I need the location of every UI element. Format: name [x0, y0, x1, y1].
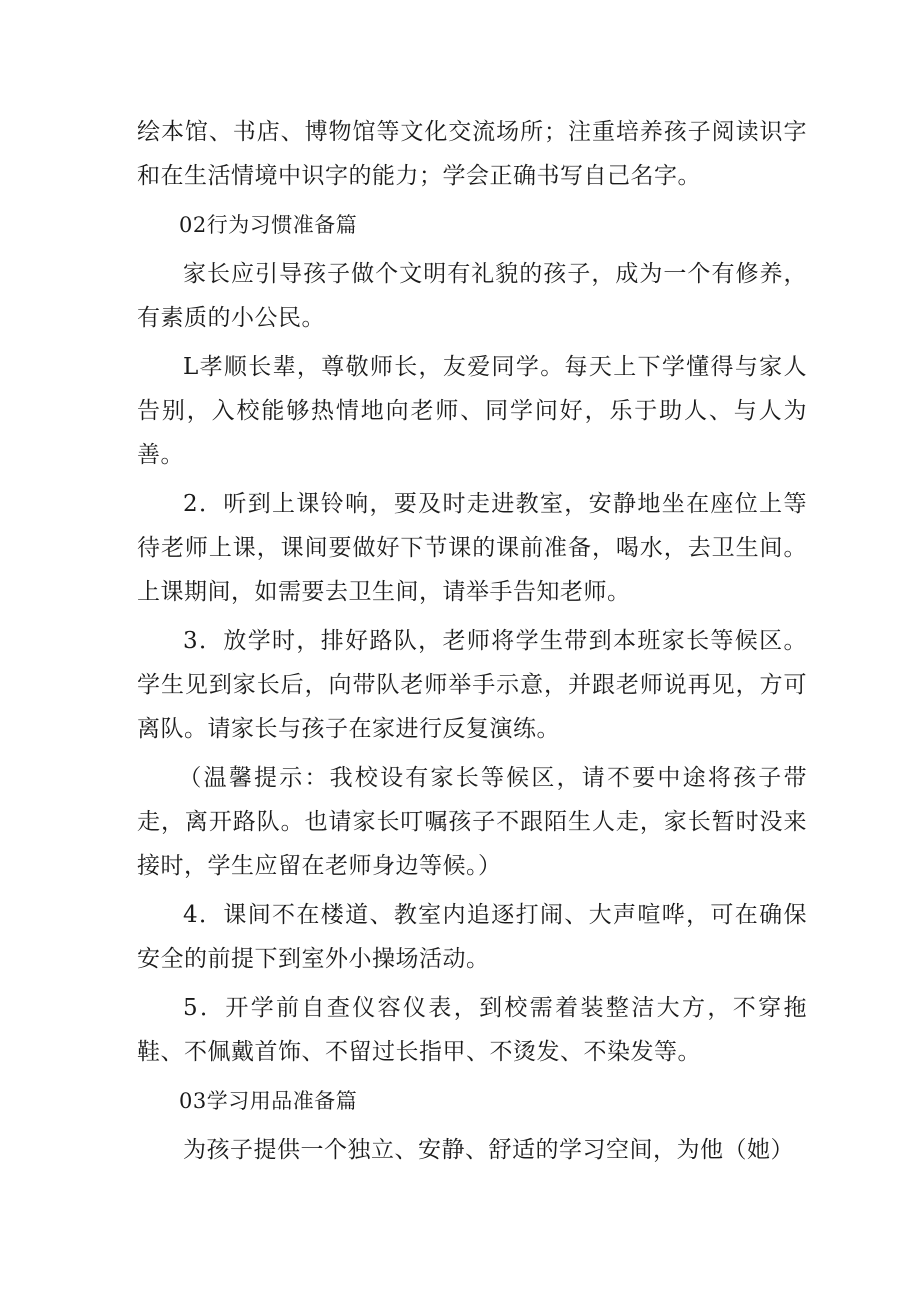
- paragraph-continuation: 绘本馆、书店、博物馆等文化交流场所；注重培养孩子阅读识字和在生活情境中识字的能力；学会正确书写自己名字。: [137, 119, 807, 189]
- section-heading-behavior: 02行为习惯准备篇: [179, 213, 358, 237]
- list-item-2: 2．听到上课铃响，要及时走进教室，安静地坐在座位上等待老师上课，课间要做好下节课的课前准备，喝水，去卫生间。上课期间，如需要去卫生间，请举手告知老师。: [137, 491, 807, 605]
- section-heading-supplies: 03学习用品准备篇: [179, 1089, 358, 1113]
- list-item-5: 5．开学前自查仪容仪表，到校需着装整洁大方，不穿拖鞋、不佩戴首饰、不留过长指甲、不烫发、不染发等。: [137, 995, 807, 1065]
- list-item-1: L孝顺长辈，尊敬师长，友爱同学。每天上下学懂得与家人告别，入校能够热情地向老师、同学问好，乐于助人、与人为善。: [137, 354, 807, 468]
- warm-tip-note: （温馨提示：我校设有家长等候区，请不要中途将孩子带走，离开路队。也请家长叮嘱孩子不跟陌生人走，家长暂时没来接时，学生应留在老师身边等候。）: [137, 765, 807, 879]
- paragraph-intro: 家长应引导孩子做个文明有礼貌的孩子，成为一个有修养，有素质的小公民。: [137, 261, 807, 331]
- document-body: [137, 110, 807, 1177]
- paragraph-supplies: 为孩子提供一个独立、安静、舒适的学习空间，为他（她）: [183, 1137, 794, 1163]
- list-item-4: 4．课间不在楼道、教室内追逐打闹、大声喧哗，可在确保安全的前提下到室外小操场活动。: [137, 902, 807, 972]
- list-item-3: 3．放学时，排好路队，老师将学生带到本班家长等候区。学生见到家长后，向带队老师举手示意，并跟老师说再见，方可离队。请家长与孩子在家进行反复演练。: [137, 628, 807, 742]
